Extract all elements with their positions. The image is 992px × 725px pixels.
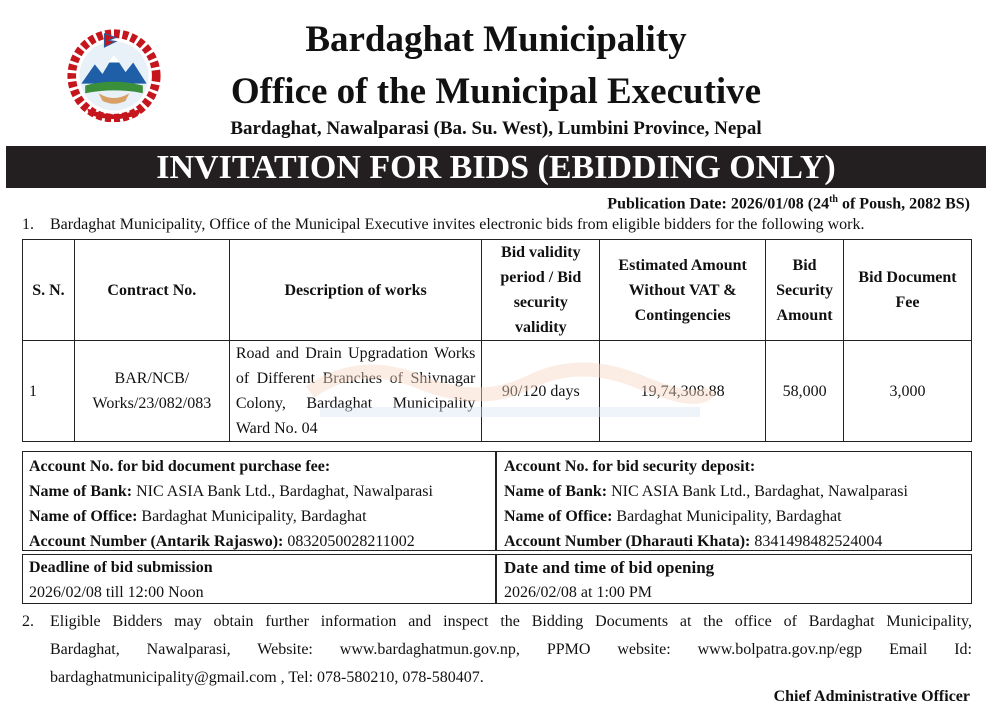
notice-banner: INVITATION FOR BIDS (EBIDDING ONLY) bbox=[6, 146, 986, 188]
contract-no-line1: BAR/NCB/ bbox=[114, 370, 190, 387]
header-bid-security: Bid Security Amount bbox=[766, 240, 844, 341]
works-table bbox=[22, 239, 972, 442]
cell-contract-no bbox=[74, 341, 229, 442]
info-number: 2. bbox=[22, 613, 34, 630]
intro-text: Bardaghat Municipality, Office of the Municipal Executive invites electronic bids from eligible bidders for the following work. bbox=[50, 216, 865, 233]
deadline-value: 2026/02/08 till 12:00 Noon bbox=[29, 584, 204, 601]
fee-account-box bbox=[22, 451, 496, 551]
info-paragraph bbox=[22, 608, 972, 692]
deadline-box bbox=[22, 554, 496, 604]
fee-account-label: Account Number (Antarik Rajaswo): bbox=[29, 533, 284, 550]
intro-number: 1. bbox=[22, 216, 34, 233]
cell-description: Road and Drain Upgradation Works of Different Branches of Shivnagar Colony, Bardaghat Municipality Ward No. 04 bbox=[229, 341, 482, 442]
header-bid-validity: Bid validity period / Bid security validity bbox=[482, 240, 600, 341]
security-account-heading: Account No. for bid security deposit: bbox=[504, 458, 756, 475]
security-account-box bbox=[496, 451, 972, 551]
page-subtitle: Office of the Municipal Executive bbox=[230, 71, 762, 112]
fee-account-value: 0832050028211002 bbox=[283, 533, 415, 550]
opening-value: 2026/02/08 at 1:00 PM bbox=[504, 584, 653, 601]
header-estimated-amount: Estimated Amount Without VAT & Contingencies bbox=[600, 240, 766, 341]
fee-office-label: Name of Office: bbox=[29, 508, 138, 525]
security-bank-value: NIC ASIA Bank Ltd., Bardaghat, Nawalparasi bbox=[607, 483, 908, 500]
cell-fee: 3,000 bbox=[844, 341, 972, 442]
page-title: Bardaghat Municipality bbox=[305, 19, 687, 60]
security-bank-label: Name of Bank: bbox=[504, 483, 608, 500]
fee-office-value: Bardaghat Municipality, Bardaghat bbox=[137, 508, 367, 525]
security-account-label: Account Number (Dharauti Khata): bbox=[504, 533, 751, 550]
office-address: Bardaghat, Nawalparasi (Ba. Su. West), Lumbini Province, Nepal bbox=[230, 118, 762, 139]
info-line-1: Eligible Bidders may obtain further information and inspect the Bidding Documents at the office of Bardaghat Municipality, bbox=[50, 613, 972, 630]
header-description: Description of works bbox=[229, 240, 482, 341]
header-contract-no: Contract No. bbox=[74, 240, 229, 341]
contract-no-line2: Works/23/082/083 bbox=[92, 395, 212, 412]
intro-paragraph bbox=[22, 211, 974, 238]
table-row bbox=[23, 341, 972, 442]
cell-validity: 90/120 days bbox=[482, 341, 600, 442]
signatory-title: Chief Administrative Officer bbox=[773, 688, 970, 705]
publication-date-prefix: Publication Date: 2026/01/08 (24 bbox=[607, 195, 830, 213]
header-sn: S. N. bbox=[23, 240, 75, 341]
publication-date-suffix: of Poush, 2082 BS) bbox=[837, 195, 970, 213]
fee-bank-value: NIC ASIA Bank Ltd., Bardaghat, Nawalparasi bbox=[132, 483, 433, 500]
publication-date-sup: th bbox=[829, 194, 838, 205]
security-office-label: Name of Office: bbox=[504, 508, 613, 525]
cell-security: 58,000 bbox=[766, 341, 844, 442]
info-line-3: bardaghatmunicipality@gmail.com , Tel: 078-580210, 078-580407. bbox=[50, 669, 484, 686]
opening-heading: Date and time of bid opening bbox=[504, 558, 715, 577]
deadline-heading: Deadline of bid submission bbox=[29, 559, 213, 576]
opening-box bbox=[496, 554, 972, 604]
cell-sn: 1 bbox=[23, 341, 75, 442]
header-document-fee: Bid Document Fee bbox=[844, 240, 972, 341]
table-header-row bbox=[23, 240, 972, 341]
fee-bank-label: Name of Bank: bbox=[29, 483, 133, 500]
info-line-2: Bardaghat, Nawalparasi, Website: www.bardaghatmun.gov.np, PPMO website: www.bolpatra.gov.np/egp Email Id: bbox=[50, 641, 972, 658]
security-office-value: Bardaghat Municipality, Bardaghat bbox=[612, 508, 842, 525]
fee-account-heading: Account No. for bid document purchase fee: bbox=[29, 458, 331, 475]
security-account-value: 8341498482524004 bbox=[750, 533, 883, 550]
cell-estimate: 19,74,308.88 bbox=[600, 341, 766, 442]
